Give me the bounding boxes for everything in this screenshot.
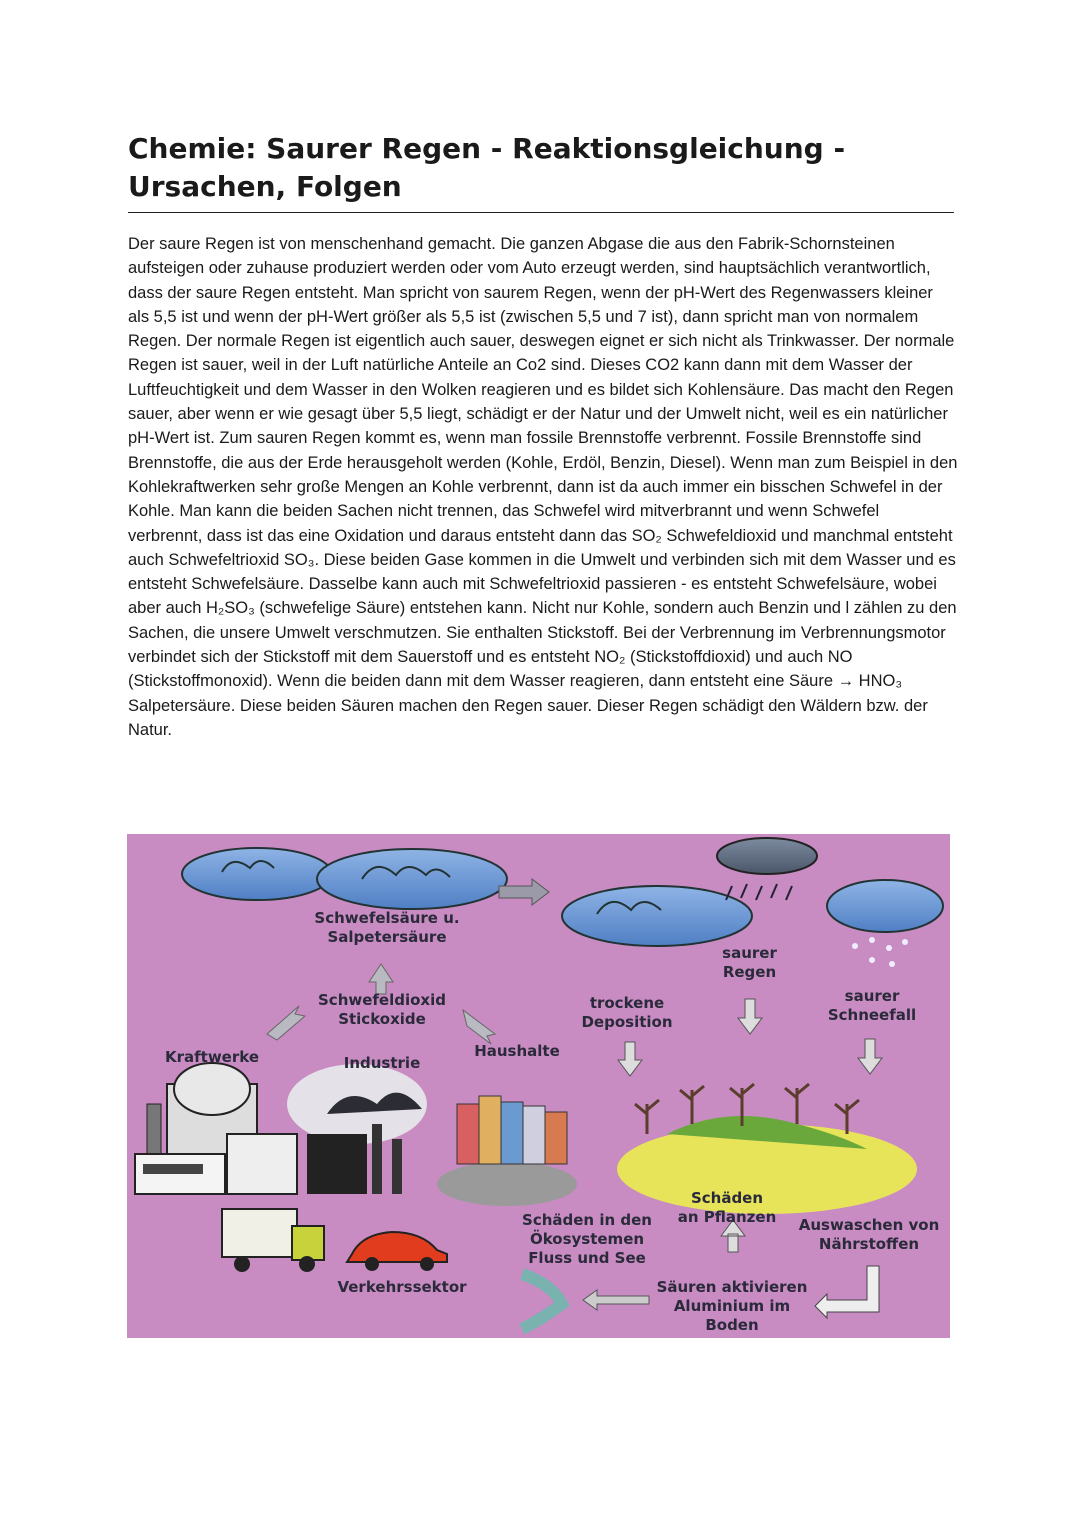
label-verkehrssektor: Verkehrssektor bbox=[337, 1278, 467, 1296]
label-schwefelsaeure: Schwefelsäure u. Salpetersäure bbox=[314, 909, 460, 946]
factory-icon bbox=[287, 1064, 427, 1194]
label-auswaschen: Auswaschen von Nährstoffen bbox=[798, 1216, 940, 1253]
label-schaeden-oekosysteme: Schäden in den Ökosystemen Fluss und See bbox=[522, 1211, 652, 1267]
up-arrow-icon bbox=[369, 964, 393, 994]
label-saurer-regen: saurer Regen bbox=[722, 944, 777, 981]
label-saeuren-aluminium: Säuren aktivieren Aluminium im Boden bbox=[656, 1278, 808, 1334]
left-arrow-icon bbox=[583, 1290, 649, 1310]
power-plant-icon bbox=[135, 1063, 297, 1194]
label-saurer-schneefall: saurer Schneefall bbox=[827, 987, 917, 1024]
down-arrow-rain-icon bbox=[738, 999, 762, 1034]
cloud-left-icon bbox=[182, 848, 332, 900]
page-title: Chemie: Saurer Regen - Reaktionsgleichung - Ursachen, Folgen bbox=[128, 130, 954, 213]
body-text bbox=[128, 232, 958, 742]
label-schwefeldioxid: Schwefeldioxid Stickoxide bbox=[318, 991, 446, 1028]
label-schaeden-pflanzen: Schäden an Pflanzen bbox=[677, 1189, 777, 1226]
car-icon bbox=[347, 1232, 447, 1271]
corner-arrow-icon bbox=[815, 1266, 879, 1318]
cloud-right-icon bbox=[562, 886, 752, 946]
label-trockene-deposition: trockene Deposition bbox=[581, 994, 673, 1031]
snow-cloud-icon bbox=[827, 880, 943, 967]
diagonal-arrow-right-icon bbox=[463, 1010, 495, 1044]
rain-cloud-icon bbox=[717, 838, 817, 900]
town-houses-icon bbox=[437, 1096, 577, 1206]
down-arrow-deposition-icon bbox=[618, 1042, 642, 1076]
cloud-center-icon bbox=[317, 849, 507, 909]
truck-icon bbox=[222, 1209, 324, 1272]
river-icon bbox=[522, 1274, 562, 1329]
diagonal-arrow-left-icon bbox=[267, 1006, 305, 1040]
body-paragraph: Der saure Regen ist von menschenhand gemacht. Die ganzen Abgase die aus den Fabrik-Schornsteinen aufsteigen oder zuhause produziert werden oder vom Auto erzeugt werden, sind hauptsächlich verantwortlich, dass der saure Regen entsteht. Man spricht von saurem Regen, wenn der pH-Wert des Regenwassers kleiner als 5,5 ist und wenn der pH-Wert größer als 5,5 ist (zwischen 5,5 und 7 ist), dann spricht man von normalem Regen. Der normale Regen ist eigentlich auch sauer, deswegen eignet er sich nicht als Trinkwasser. Der normale Regen ist sauer, weil in der Luft natürliche Anteile an Co2 sind. Dieses CO2 kann dann mit dem Wasser der Luftfeuchtigkeit und dem Wasser in den Wolken reagieren und es bildet sich Kohlensäure. Das macht den Regen sauer, aber wenn er wie gesagt über 5,5 liegt, schädigt er der Natur und der Umwelt nicht, weil es ein natürlicher pH-Wert ist. Zum sauren Regen kommt es, wenn man fossile Brennstoffe verbrennt. Fossile Brennstoffe sind Brennstoffe, die aus der Erde herausgeholt werden (Kohle, Erdöl, Benzin, Diesel). Wenn man zum Beispiel in den Kohlekraftwerken sehr große Mengen an Kohle verbrennt, dann ist da auch immer ein bisschen Schwefel in der Kohle. Man kann die beiden Sachen nicht trennen, das Schwefel wird mitverbrannt und wenn Schwefel verbrennt, dass ist das eine Oxidation und daraus entsteht dann das SO₂ Schwefeldioxid und manchmal entsteht auch Schwefeltrioxid SO₃. Diese beiden Gase kommen in die Umwelt und verbinden sich mit dem Wasser und es entsteht Schwefelsäure. Dasselbe kann auch mit Schwefeltrioxid passieren - es entsteht Schwefelsäure, wobei aber auch H₂SO₃ (schwefelige Säure) entstehen kann. Nicht nur Kohle, sondern auch Benzin und l zählen zu den Sachen, die unsere Umwelt verschmutzen. Sie enthalten Stickstoff. Bei der Verbrennung im Verbrennungsmotor verbindet sich der Stickstoff mit dem Sauerstoff und es entsteht NO₂ (Stickstoffdioxid) und auch NO (Stickstoffmonoxid). Wenn die beiden dann mit dem Wasser reagieren, dann entsteht eine Säure → HNO₃ Salpetersäure. Diese beiden Säuren machen den Regen sauer. Dieser Regen schädigt den Wäldern bzw. der Natur. bbox=[128, 235, 958, 739]
label-industrie: Industrie bbox=[343, 1054, 421, 1072]
acid-rain-diagram bbox=[127, 834, 950, 1338]
label-kraftwerke: Kraftwerke bbox=[164, 1048, 259, 1066]
down-arrow-snow-icon bbox=[858, 1039, 882, 1074]
label-haushalte: Haushalte bbox=[474, 1042, 560, 1060]
